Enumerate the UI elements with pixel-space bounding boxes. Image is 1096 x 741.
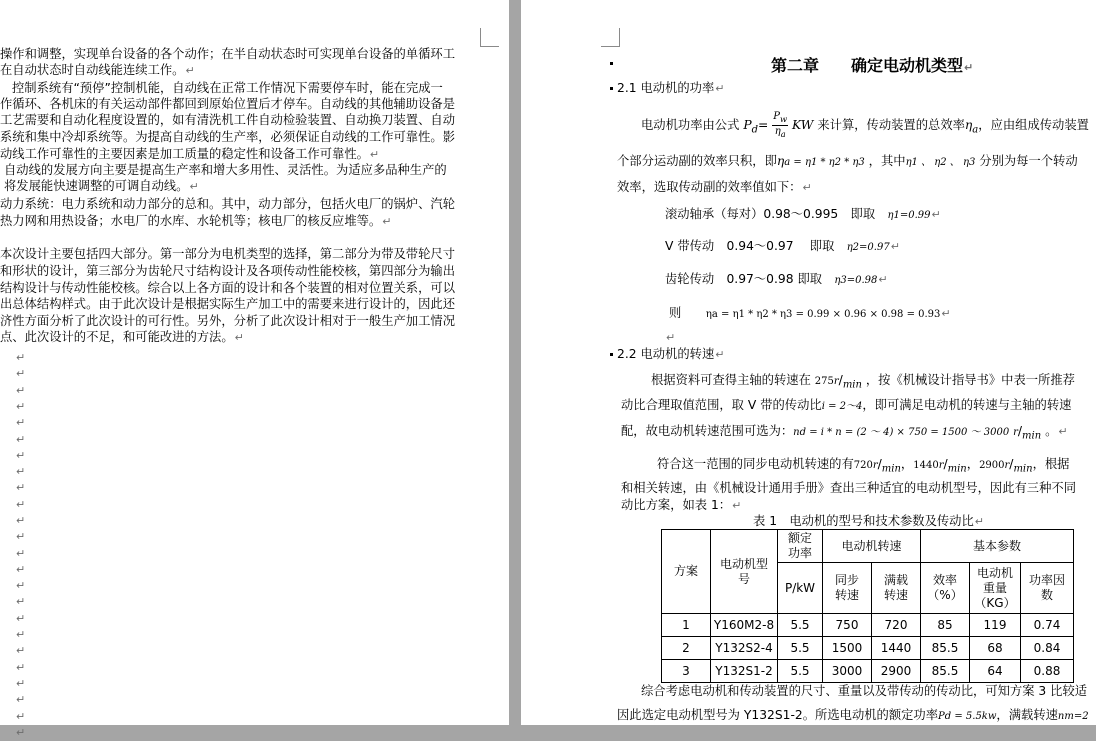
table-row: 2 Y132S2-4 5.5 1500 1440 85.5 68 0.84 bbox=[662, 637, 1074, 660]
chapter-title: 第二章 确定电动机类型↵ bbox=[771, 56, 974, 75]
text-line: 将发展能快速调整的可调自动线。↵ bbox=[4, 179, 199, 193]
text-line: 热力网和用热设备；水电厂的水库、水轮机等；核电厂的核反应堆等。↵ bbox=[0, 214, 392, 228]
paragraph-mark-icon: ↵ bbox=[16, 579, 26, 592]
text-line: 效率，选取传动副的效率值如下：↵ bbox=[617, 180, 812, 194]
paragraph-mark-icon: ↵ bbox=[16, 416, 26, 429]
page-corner-mark bbox=[480, 28, 499, 47]
text-line: 动比方案，如表 1：↵ bbox=[621, 498, 742, 512]
paragraph-mark-icon: ↵ bbox=[964, 61, 974, 74]
text-line: 和形状的设计，第三部分为齿轮尺寸结构设计及各项传动性能校核，第四部分为输出 bbox=[0, 264, 455, 278]
paragraph-mark-icon: ↵ bbox=[1058, 425, 1068, 438]
bullet-icon bbox=[610, 87, 613, 90]
paragraph-mark-icon: ↵ bbox=[974, 515, 984, 528]
table-header-scheme: 方案 bbox=[662, 530, 711, 614]
text-line: 电动机功率由公式 $P_d=$ $\frac{P_w}{\eta_a}$ KW 来计算，传动装置的总效率$\eta_a$，应由组成传动装置 bbox=[641, 111, 1089, 139]
text-line: 和相关转速，由《机械设计通用手册》查出三种适宜的电动机型号，因此有三种不同 bbox=[621, 481, 1076, 495]
table-row: 3 Y132S1-2 5.5 3000 2900 85.5 64 0.88 bbox=[662, 660, 1074, 683]
text-line: 个部分运动副的效率只积，即ηa = η1 * η2 * η3 ，其中η1 、 η2 、 η3 分别为每一个转动 bbox=[617, 154, 1078, 168]
paragraph-mark-icon: ↵ bbox=[16, 628, 26, 641]
paragraph-mark-icon: ↵ bbox=[878, 273, 888, 286]
paragraph-mark-icon: ↵ bbox=[16, 547, 26, 560]
text-line: 作循环、各机床的有关运动部件都回到原始位置后才停车。自动线的其他辅助设备是 bbox=[0, 97, 455, 111]
text-line: 动比合理取值范围，取 V 带的传动比i = 2～4，即可满足电动机的转速与主轴的转速 bbox=[621, 398, 1072, 412]
efficiency-total: 则 ηa = η1 * η2 * η3 = 0.99 × 0.96 × 0.98 = 0.93↵ bbox=[669, 306, 951, 320]
efficiency-item-bearing: 滚动轴承（每对）0.98～0.995 即取 η1=0.99↵ bbox=[665, 207, 941, 221]
paragraph-mark-icon: ↵ bbox=[185, 64, 195, 77]
text-line: 出总体结构样式。由于此次设计是根据实际生产加工中的需要来进行设计的，因此还 bbox=[0, 297, 455, 311]
text-line: 济性方面分析了此次设计的可行性。另外，分析了此次设计相对于一般生产加工情况 bbox=[0, 314, 455, 328]
text-line: 综合考虑电动机和传动装置的尺寸、重量以及带传动的传动比，可知方案 3 比较适 bbox=[641, 684, 1088, 698]
paragraph-mark-icon: ↵ bbox=[369, 148, 380, 161]
text-line: 根据资料可查得主轴的转速在 $275r/_{min}$ ，按《机械设计指导书》中表一所推荐 bbox=[651, 373, 1075, 391]
paragraph-mark-icon: ↵ bbox=[16, 710, 26, 723]
paragraph-mark-icon: ↵ bbox=[16, 726, 26, 739]
bullet-icon bbox=[610, 62, 613, 65]
paragraph-mark-icon: ↵ bbox=[16, 644, 26, 657]
paragraph-mark-icon: ↵ bbox=[16, 661, 26, 674]
paragraph-mark-icon: ↵ bbox=[715, 348, 725, 361]
page-corner-mark bbox=[601, 28, 620, 47]
paragraph-mark-icon: ↵ bbox=[941, 307, 951, 320]
table-header-model: 电动机型 号 bbox=[711, 530, 778, 614]
table-header-power-unit: P/kW bbox=[778, 563, 823, 614]
text-line: 因此选定电动机型号为 Y132S1-2。所选电动机的额定功率Pd = 5.5kw，满载转速nm=2 bbox=[617, 708, 1089, 722]
paragraph-mark-icon: ↵ bbox=[189, 180, 199, 193]
left-document-page bbox=[0, 0, 509, 739]
paragraph-mark-icon: ↵ bbox=[16, 530, 26, 543]
text-line: 符合这一范围的同步电动机转速的有$720r/_{min}$，$1440r/_{min}$，$2900r/_{min}$，根据 bbox=[657, 457, 1070, 475]
paragraph-mark-icon: ↵ bbox=[16, 449, 26, 462]
text-line: 配，故电动机转速范围可选为：nd = i * n = (2 ～ 4) × 750 = 1500 ～ 3000 $r/_{min}$ 。↵ bbox=[621, 424, 1068, 442]
table-header-eff: 效率 （%） bbox=[921, 563, 970, 614]
bullet-icon bbox=[610, 353, 613, 356]
paragraph-mark-icon: ↵ bbox=[931, 208, 941, 221]
paragraph-mark-icon: ↵ bbox=[234, 331, 244, 344]
efficiency-item-gear: 齿轮传动 0.97～0.98 即取 η3=0.98↵ bbox=[665, 272, 888, 286]
text-line: 动力系统：电力系统和动力部分的总和。其中，动力部分，包括火电厂的锅炉、汽轮 bbox=[0, 197, 455, 211]
paragraph-mark-icon: ↵ bbox=[16, 595, 26, 608]
motor-spec-table bbox=[661, 529, 1074, 683]
paragraph-mark-icon: ↵ bbox=[16, 433, 26, 446]
table-header-speed: 电动机转速 bbox=[823, 530, 921, 563]
paragraph-mark-icon: ↵ bbox=[16, 465, 26, 478]
right-document-page bbox=[521, 0, 1096, 725]
table-row: 1 Y160M2-8 5.5 750 720 85 119 0.74 bbox=[662, 614, 1074, 637]
text-line: 操作和调整，实现单台设备的各个动作；在半自动状态时可实现单台设备的单循环工 bbox=[0, 47, 455, 61]
paragraph-mark-icon: ↵ bbox=[16, 384, 26, 397]
efficiency-item-vbelt: V 带传动 0.94～0.97 即取 η2=0.97↵ bbox=[665, 239, 900, 253]
table-header-pf: 功率因 数 bbox=[1021, 563, 1074, 614]
section-heading: 2.2 电动机的转速↵ bbox=[617, 347, 725, 361]
paragraph-mark-icon: ↵ bbox=[16, 693, 26, 706]
paragraph-mark-icon: ↵ bbox=[802, 181, 812, 194]
text-line: 结构设计与传动性能校核。综合以上各方面的设计和各个装置的相对位置关系，可以 bbox=[0, 281, 455, 295]
paragraph-mark-icon: ↵ bbox=[16, 498, 26, 511]
paragraph-mark-icon: ↵ bbox=[16, 367, 26, 380]
text-line: 动线工作可靠性的主要因素是加工质量的稳定性和设备工作可靠性。↵ bbox=[0, 147, 380, 161]
paragraph-mark-icon: ↵ bbox=[715, 82, 725, 95]
paragraph-mark-icon: ↵ bbox=[16, 351, 26, 364]
table-header-basic: 基本参数 bbox=[921, 530, 1074, 563]
paragraph-mark-icon: ↵ bbox=[666, 331, 676, 344]
table-header-sync: 同步 转速 bbox=[823, 563, 872, 614]
power-fraction: $\frac{P_w}{\eta_a}$ bbox=[773, 111, 788, 139]
table-header-power: 额定 功率 bbox=[778, 530, 823, 563]
paragraph-mark-icon: ↵ bbox=[382, 215, 392, 228]
table-header-weight: 电动机 重量 （KG） bbox=[970, 563, 1021, 614]
text-line: 本次设计主要包括四大部分。第一部分为电机类型的选择，第二部分为带及带轮尺寸 bbox=[0, 247, 455, 261]
text-line: 点、此次设计的不足，和可能改进的方法。↵ bbox=[0, 330, 244, 344]
paragraph-mark-icon: ↵ bbox=[16, 677, 26, 690]
text-line: 在自动状态时自动线能连续工作。↵ bbox=[0, 63, 195, 77]
text-line: 自动线的发展方向主要是提高生产率和增大多用性、灵活性。为适应多品种生产的 bbox=[4, 163, 447, 177]
text-line: 控制系统有“预停”控制机能，自动线在正常工作情况下需要停车时，能在完成一 bbox=[12, 81, 443, 95]
paragraph-mark-icon: ↵ bbox=[16, 481, 26, 494]
paragraph-mark-icon: ↵ bbox=[16, 514, 26, 527]
paragraph-mark-icon: ↵ bbox=[16, 612, 26, 625]
paragraph-mark-icon: ↵ bbox=[890, 240, 900, 253]
text-line: 系统和集中冷却系统等。为提高自动线的生产率，必须保证自动线的工作可靠性。影 bbox=[0, 130, 455, 144]
section-heading: 2.1 电动机的功率↵ bbox=[617, 81, 725, 95]
table-caption: 表 1 电动机的型号和技术参数及传动比↵ bbox=[753, 514, 984, 528]
paragraph-mark-icon: ↵ bbox=[732, 499, 742, 512]
table-header-full: 满载 转速 bbox=[872, 563, 921, 614]
paragraph-mark-icon: ↵ bbox=[16, 400, 26, 413]
text-line: 工艺需要和自动化程度设置的，如有清洗机工件自动检验装置、自动换刀装置、自动 bbox=[0, 113, 455, 127]
paragraph-mark-icon: ↵ bbox=[16, 563, 26, 576]
